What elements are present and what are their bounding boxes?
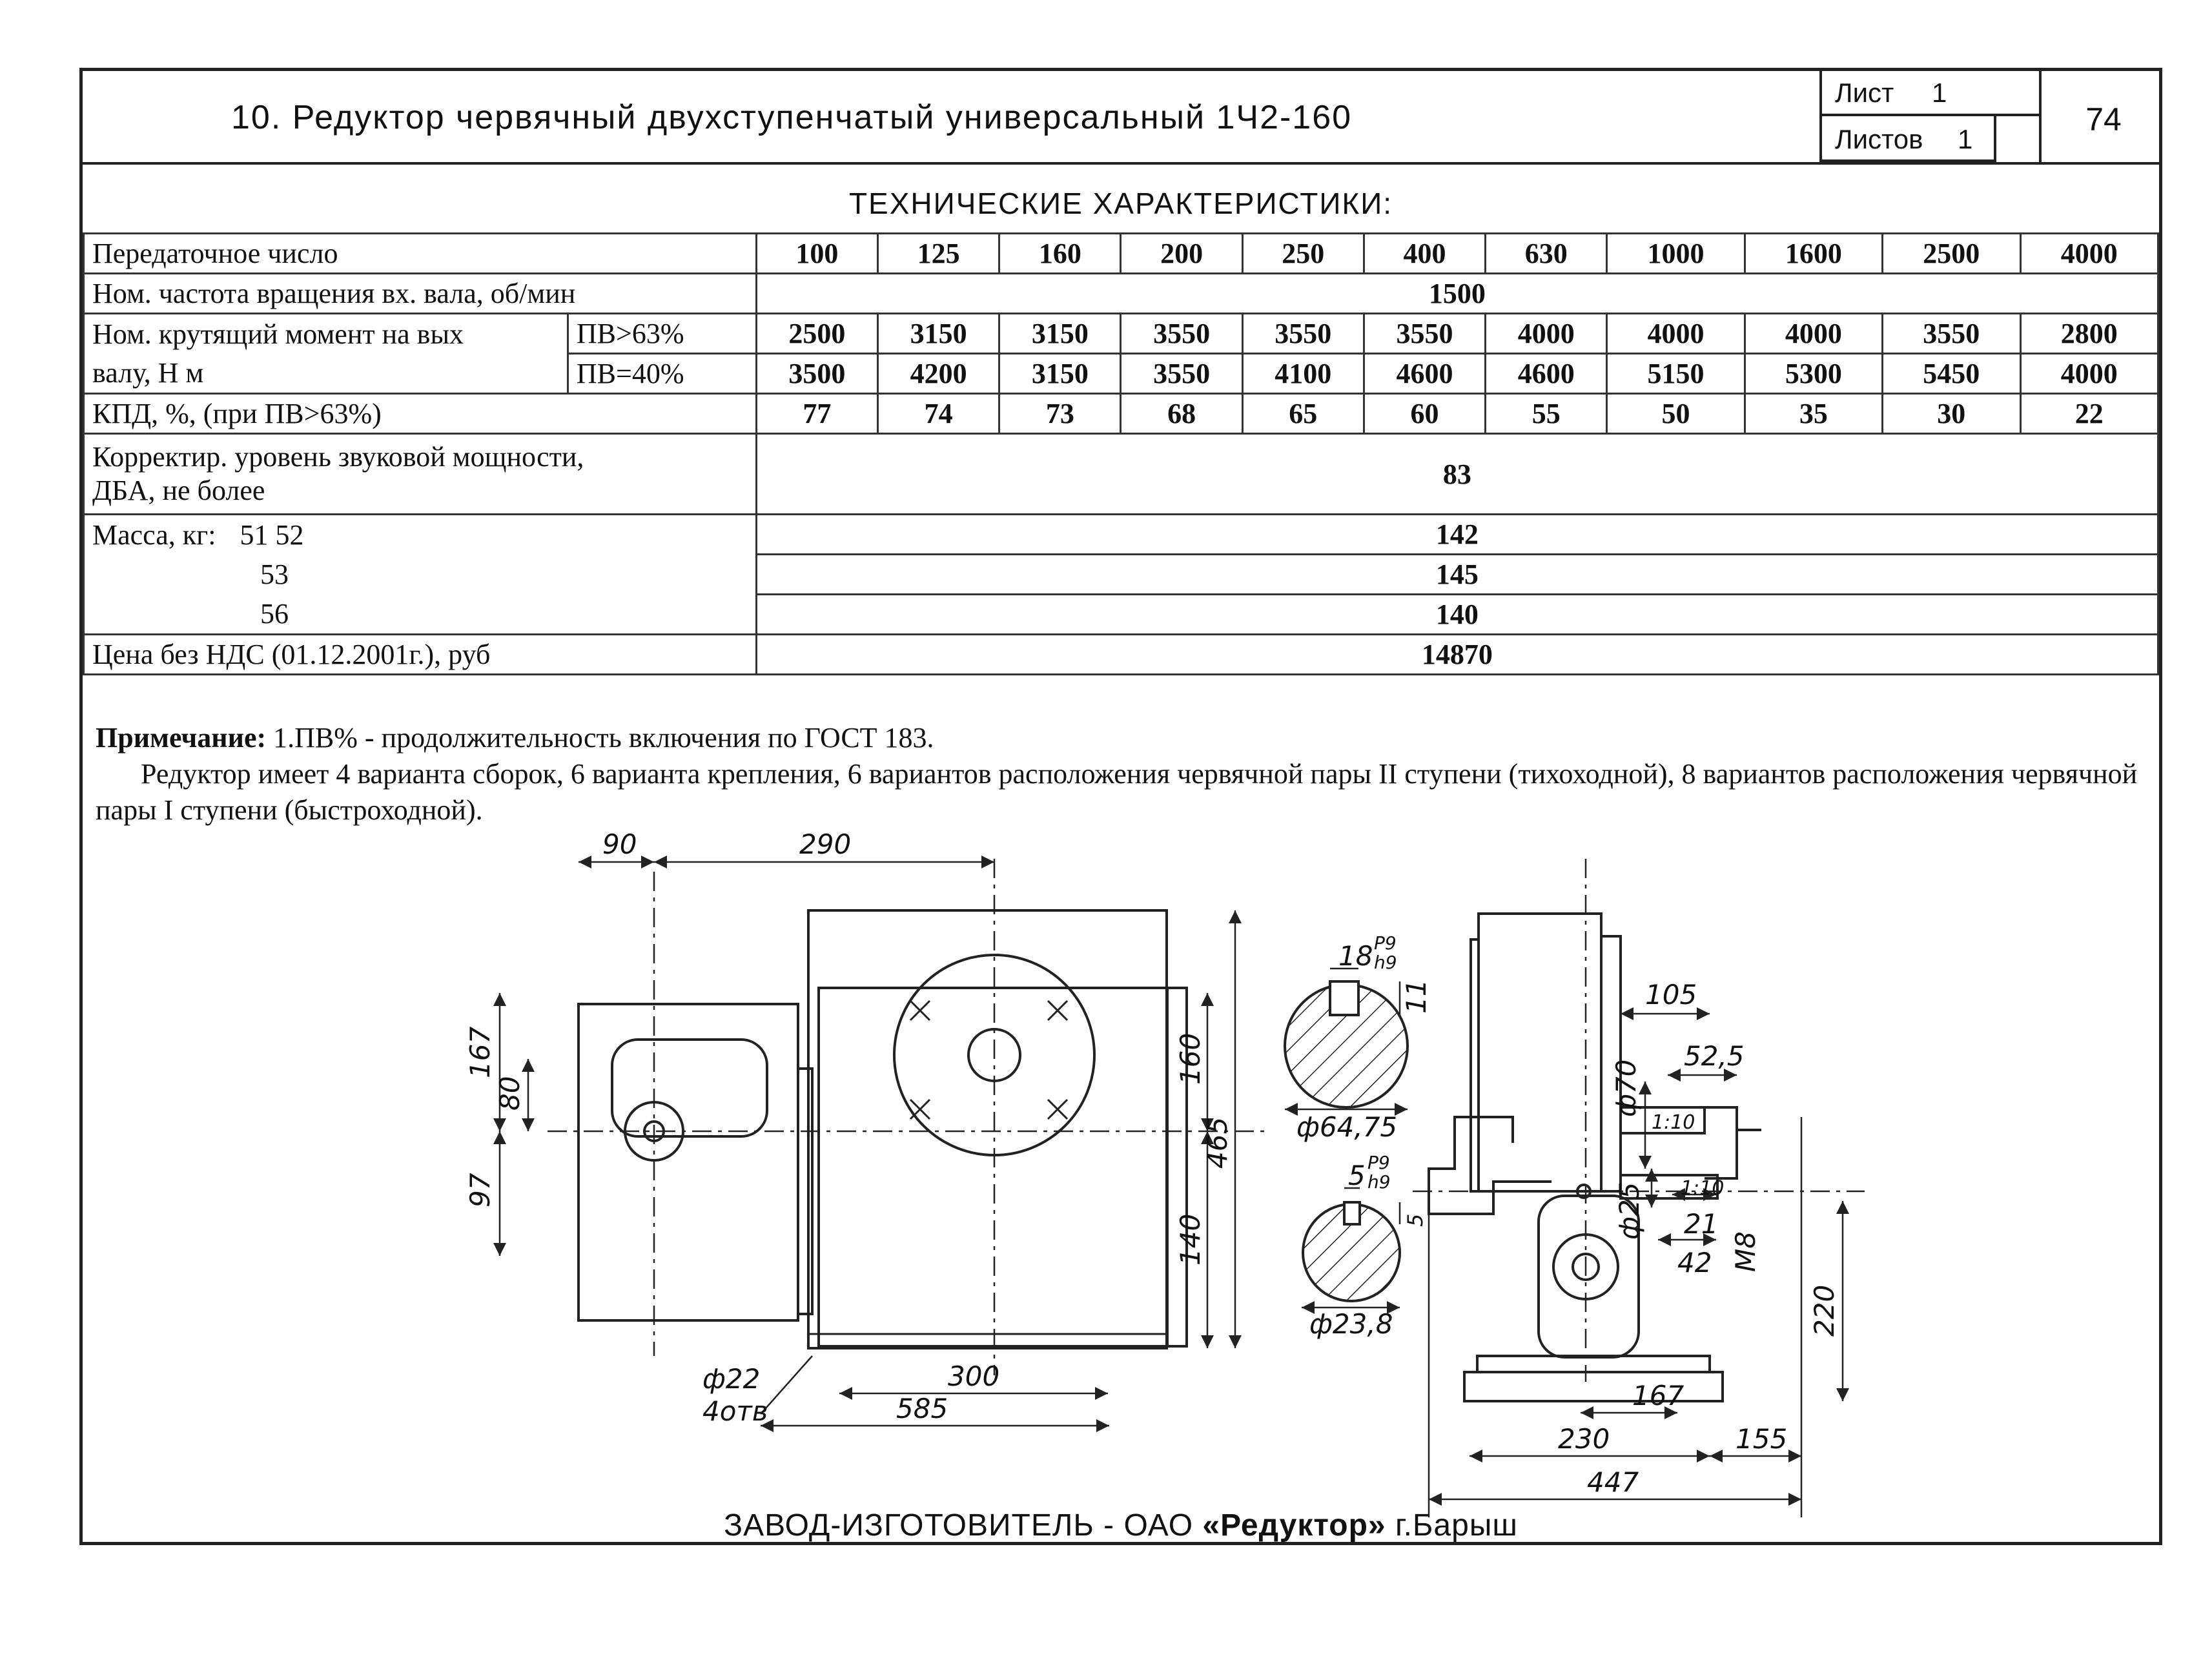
- section-title: ТЕХНИЧЕСКИЕ ХАРАКТЕРИСТИКИ:: [848, 187, 1393, 220]
- technical-drawing: [83, 71, 2159, 1543]
- torque-pv63-cell: 4000: [1607, 314, 1745, 354]
- price-value: 14870: [756, 635, 2158, 675]
- torque-pv63-cell: 3550: [1121, 314, 1242, 354]
- hole-diameter: ф22: [702, 1363, 761, 1395]
- torque-pv40-cell: 3550: [1121, 354, 1242, 394]
- torque-pv40-cell: 5150: [1607, 354, 1745, 394]
- thread-m8: М8: [1730, 1231, 1761, 1272]
- key-5-tol-bot: h9: [1367, 1171, 1391, 1193]
- shaft-23-8: ф23,8: [1309, 1308, 1393, 1340]
- torque-pv40-cell: 4600: [1364, 354, 1485, 394]
- shaft-sections: [1285, 932, 1432, 1340]
- dim-o70: ф70: [1610, 1059, 1642, 1117]
- key-18-tol-top: P9: [1374, 932, 1397, 954]
- sheets-value: 1: [1958, 124, 1973, 154]
- taper-2: 1:10: [1681, 1177, 1725, 1200]
- document-title: 10. Редуктор червячный двухступенчатый универсальный 1Ч2-160: [231, 99, 1353, 136]
- shaft-64-75: ф64,75: [1296, 1111, 1398, 1143]
- efficiency-label: КПД, %, (при ПВ>63%): [84, 394, 757, 434]
- efficiency-cell: 22: [2020, 394, 2158, 434]
- dim-105: 105: [1645, 979, 1697, 1011]
- footer-company: «Редуктор»: [1202, 1508, 1386, 1543]
- dim-52-5: 52,5: [1684, 1040, 1745, 1072]
- ratio-cell: 630: [1486, 234, 1607, 274]
- torque-pv40-cell: 4100: [1242, 354, 1364, 394]
- footer-prefix: ЗАВОД-ИЗГОТОВИТЕЛЬ - ОАО: [724, 1508, 1203, 1543]
- ratio-cell: 125: [878, 234, 999, 274]
- dim-5-small: 5: [1403, 1213, 1428, 1227]
- speed-value: 1500: [756, 274, 2158, 314]
- torque-label-2: валу, Н м: [84, 354, 568, 394]
- efficiency-cell: 35: [1745, 394, 1882, 434]
- dim-90: 90: [602, 828, 637, 860]
- dim-o25: ф25: [1613, 1182, 1645, 1240]
- torque-pv40-cell: 4000: [2020, 354, 2158, 394]
- efficiency-cell: 30: [1883, 394, 2020, 434]
- side-view: [1429, 914, 1761, 1401]
- note-line-1: 1.ПВ% - продолжительность включения по ГОСТ 183.: [266, 722, 934, 754]
- torque-pv63-cell: 4000: [1486, 314, 1607, 354]
- dim-465: 465: [1202, 1116, 1233, 1169]
- mass-variant-2: 53: [84, 555, 757, 595]
- manufacturer-footer: [83, 1508, 2159, 1543]
- ratio-cell: 400: [1364, 234, 1485, 274]
- torque-label-1: Ном. крутящий момент на вых: [84, 314, 568, 354]
- datasheet-page: [79, 68, 2162, 1545]
- efficiency-cell: 77: [756, 394, 877, 434]
- sheets-label: Листов: [1835, 124, 1923, 154]
- torque-pv63-cell: 3550: [1364, 314, 1485, 354]
- efficiency-cell: 65: [1242, 394, 1364, 434]
- mass-variant-3: 56: [84, 595, 757, 635]
- note-line-2: Редуктор имеет 4 варианта сборок, 6 варианта крепления, 6 вариантов расположения червячной пары II ступени (тихоходной), 8 вариантов расположения червячной пары I ступени (быстроходной).: [96, 758, 2138, 826]
- dim-11: 11: [1400, 979, 1432, 1014]
- dim-155: 155: [1736, 1423, 1788, 1455]
- speed-label: Ном. частота вращения вх. вала, об/мин: [84, 274, 757, 314]
- torque-pv40-cell: 5450: [1883, 354, 2020, 394]
- dim-167b: 167: [1632, 1380, 1685, 1411]
- torque-pv63-cell: 3550: [1242, 314, 1364, 354]
- efficiency-cell: 60: [1364, 394, 1485, 434]
- torque-pv63-cell: 2800: [2020, 314, 2158, 354]
- ratio-cell: 4000: [2020, 234, 2158, 274]
- mass-variant-1: 51 52: [240, 518, 304, 551]
- torque-pv40-cell: 4200: [878, 354, 999, 394]
- footer-suffix: г.Барыш: [1386, 1508, 1518, 1543]
- dim-167: 167: [464, 1026, 496, 1078]
- ratio-cell: 1000: [1607, 234, 1745, 274]
- front-dimension-lines: [500, 862, 1235, 1426]
- torque-pv63-cell: 3150: [999, 314, 1121, 354]
- dim-42: 42: [1677, 1247, 1712, 1278]
- taper-1: 1:10: [1652, 1111, 1695, 1134]
- noise-value: 83: [756, 434, 2158, 515]
- efficiency-cell: 73: [999, 394, 1121, 434]
- hole-count: 4отв: [702, 1395, 768, 1427]
- dim-80: 80: [494, 1076, 526, 1111]
- torque-pv63-label: ПВ>63%: [568, 314, 756, 354]
- key-5-tol-top: P9: [1367, 1152, 1390, 1173]
- dim-97: 97: [464, 1173, 496, 1207]
- dim-300: 300: [948, 1360, 1000, 1392]
- torque-pv63-cell: 2500: [756, 314, 877, 354]
- note-label: Примечание:: [96, 722, 267, 754]
- torque-pv63-cell: 3150: [878, 314, 999, 354]
- sheet-value: 1: [1932, 77, 1947, 108]
- dim-220: 220: [1808, 1284, 1840, 1337]
- dim-230: 230: [1558, 1423, 1610, 1455]
- mass-value-3: 140: [756, 595, 2158, 635]
- mass-label: Масса, кг:: [92, 518, 216, 551]
- ratio-label: Передаточное число: [84, 234, 757, 274]
- noise-label-line-2: ДБА, не более: [92, 475, 265, 506]
- torque-pv40-cell: 3150: [999, 354, 1121, 394]
- torque-pv40-cell: 3500: [756, 354, 877, 394]
- ratio-cell: 1600: [1745, 234, 1882, 274]
- key-18-tol-bot: h9: [1374, 952, 1397, 973]
- efficiency-cell: 74: [878, 394, 999, 434]
- dim-585: 585: [896, 1393, 948, 1424]
- mass-value-1: 142: [756, 515, 2158, 555]
- torque-pv40-cell: 5300: [1745, 354, 1882, 394]
- ratio-cell: 250: [1242, 234, 1364, 274]
- efficiency-cell: 55: [1486, 394, 1607, 434]
- dim-160: 160: [1174, 1032, 1206, 1085]
- torque-pv40-label: ПВ=40%: [568, 354, 756, 394]
- page-number: 74: [2039, 71, 2166, 162]
- mass-value-2: 145: [756, 555, 2158, 595]
- dim-447: 447: [1587, 1466, 1639, 1498]
- price-label: Цена без НДС (01.12.2001г.), руб: [84, 635, 757, 675]
- efficiency-cell: 50: [1607, 394, 1745, 434]
- ratio-cell: 100: [756, 234, 877, 274]
- torque-pv63-cell: 4000: [1745, 314, 1882, 354]
- dim-290: 290: [799, 828, 852, 860]
- noise-label-line-1: Корректир. уровень звуковой мощности,: [92, 441, 584, 473]
- torque-pv40-cell: 4600: [1486, 354, 1607, 394]
- sheet-label: Лист: [1835, 77, 1894, 108]
- dim-140: 140: [1174, 1213, 1206, 1266]
- key-5: 5: [1348, 1160, 1366, 1191]
- ratio-cell: 2500: [1883, 234, 2020, 274]
- dim-21: 21: [1684, 1208, 1719, 1240]
- front-view: [579, 910, 1187, 1348]
- efficiency-cell: 68: [1121, 394, 1242, 434]
- torque-pv63-cell: 3550: [1883, 314, 2020, 354]
- ratio-cell: 200: [1121, 234, 1242, 274]
- ratio-cell: 160: [999, 234, 1121, 274]
- key-18: 18: [1338, 940, 1373, 972]
- center-lines: [548, 859, 1264, 1375]
